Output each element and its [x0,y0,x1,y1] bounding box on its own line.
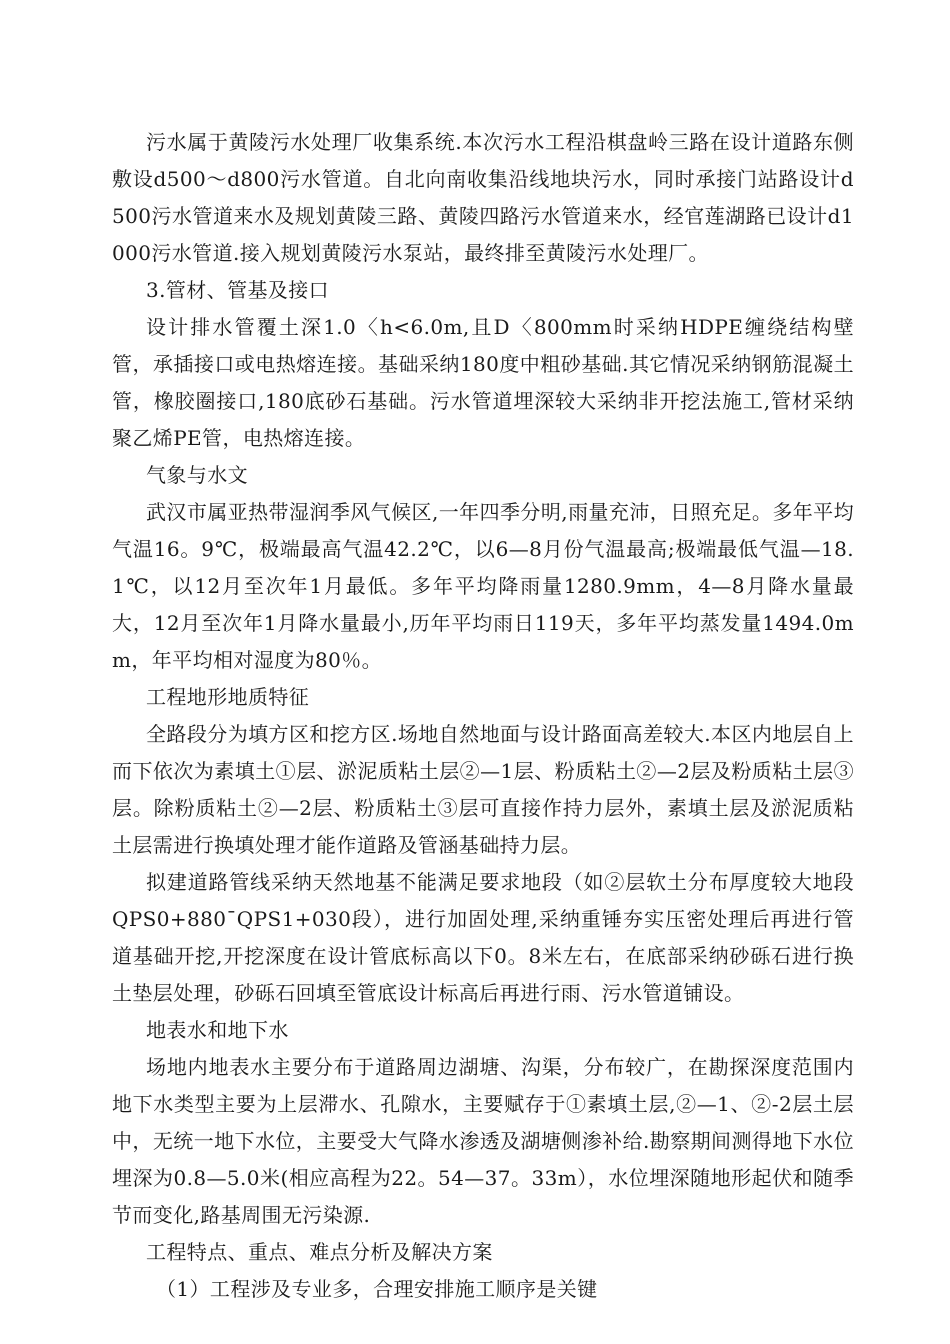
paragraph-sewage-system: 污水属于黄陵污水处理厂收集系统.本次污水工程沿棋盘岭三路在设计道路东侧敷设d500～d800污水管道。自北向南收集沿线地块污水，同时承接门站路设计d500污水管道来水及规划黄陵三路、黄陵四路污水管道来水，经官莲湖路已设计d1000污水管道.接入规划黄陵污水泵站，最终排至黄陵污水处理厂。 [112,130,854,265]
heading-project-features: 工程特点、重点、难点分析及解决方案 [146,1240,493,1264]
document-body [112,124,854,1308]
paragraph-climate: 武汉市属亚热带湿润季风气候区,一年四季分明,雨量充沛，日照充足。多年平均气温16。9℃，极端最高气温42.2℃，以6—8月份气温最高;极端最低气温—18.1℃，以12月至次年1月最低。多年平均降雨量1280.9mm，4—8月降水量最大，12月至次年1月降水量最小,历年平均雨日119天，多年平均蒸发量1494.0mm，年平均相对湿度为80％。 [112,500,854,672]
heading-pipe-materials: 3.管材、管基及接口 [146,278,330,302]
paragraph-groundwater: 场地内地表水主要分布于道路周边湖塘、沟渠，分布较广，在勘探深度范围内地下水类型主要为上层滞水、孔隙水，主要赋存于①素填土层,②—1、②-2层土层中，无统一地下水位，主要受大气降水渗透及湖塘侧渗补给.勘察期间测得地下水位埋深为0.8—5.0米(相应高程为22。54—37。33m），水位埋深随地形起伏和随季节而变化,路基周围无污染源. [112,1055,854,1227]
paragraph-foundation-treatment: 拟建道路管线采纳天然地基不能满足要求地段（如②层软土分布厚度较大地段QPS0+880¯QPS1+030段），进行加固处理,采纳重锤夯实压密处理后再进行管道基础开挖,开挖深度在设计管底标高以下0。8米左右，在底部采纳砂砾石进行换土垫层处理，砂砾石回填至管底设计标高后再进行雨、污水管道铺设。 [112,870,854,1005]
heading-climate-hydrology: 气象与水文 [146,463,248,487]
paragraph-pipe-materials: 设计排水管覆土深1.0〈h<6.0m,且D〈800mm时采纳HDPE缠绕结构壁管，承插接口或电热熔连接。基础采纳180度中粗砂基础.其它情况采纳钢筋混凝土管，橡胶圈接口,180底砂石基础。污水管道埋深较大采纳非开挖法施工,管材采纳聚乙烯PE管，电热熔连接。 [112,315,854,450]
heading-terrain-geology: 工程地形地质特征 [146,685,310,709]
heading-groundwater: 地表水和地下水 [146,1018,289,1042]
list-item-construction-sequence: （1）工程涉及专业多，合理安排施工顺序是关键 [156,1277,598,1301]
paragraph-terrain: 全路段分为填方区和挖方区.场地自然地面与设计路面高差较大.本区内地层自上而下依次为素填土①层、淤泥质粘土层②—1层、粉质粘土②—2层及粉质粘土层③层。除粉质粘土②—2层、粉质粘土③层可直接作持力层外，素填土层及淤泥质粘土层需进行换填处理才能作道路及管涵基础持力层。 [112,722,854,857]
